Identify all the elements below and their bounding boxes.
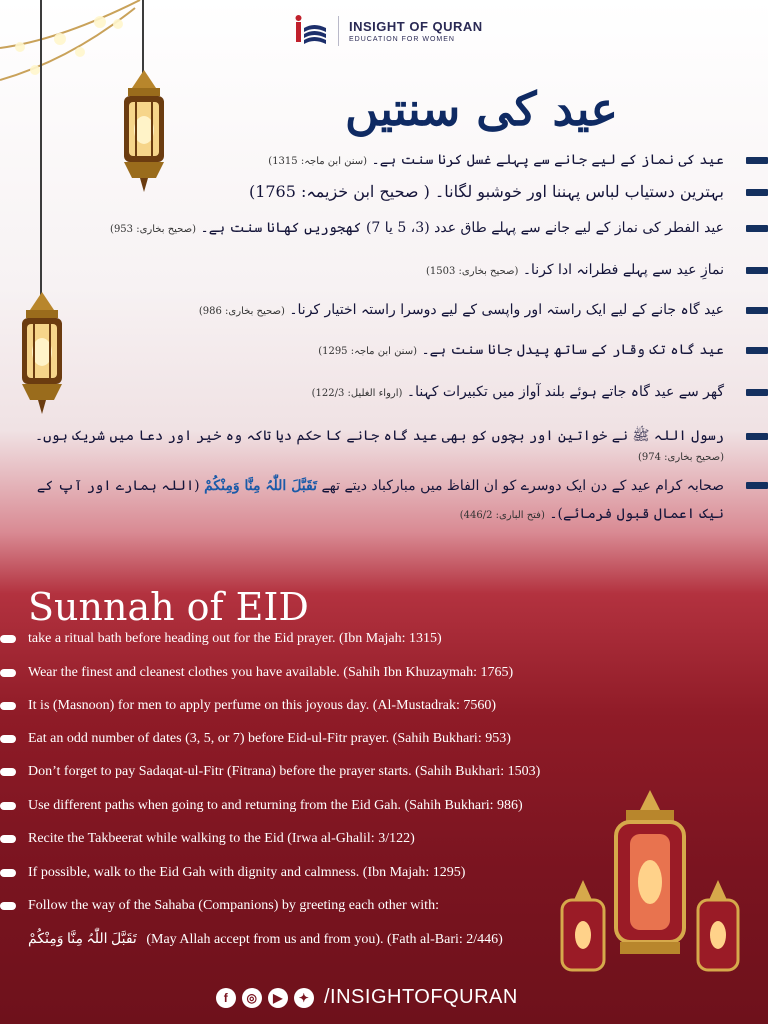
bullet-pill (0, 768, 16, 776)
english-list-item (0, 697, 760, 730)
urdu-item-ref: (صحیح بخاری: 986) (198, 306, 285, 317)
urdu-item-ref: (صحیح بخاری: 1503) (426, 266, 519, 277)
english-list-item (0, 664, 760, 697)
bullet-bar (746, 347, 768, 354)
urdu-item-text: صحابہ کرام عید کے دن ایک دوسرے کو ان الفاظ میں مبارکباد دیتے تھے (321, 478, 724, 494)
lantern-chain (142, 0, 144, 78)
urdu-list-item (28, 260, 768, 300)
bullet-pill (0, 869, 16, 877)
urdu-title: عید کی سنتیں (345, 82, 618, 136)
english-list-item-continuation (0, 931, 760, 961)
logo-subtitle: EDUCATION FOR WOMEN (349, 36, 455, 43)
urdu-list-item (28, 382, 768, 426)
urdu-item-ref: (ارواء الغلیل: 122/3) (311, 388, 403, 399)
english-list-item (0, 830, 760, 864)
arabic-greeting: تَقَبَّلَ اللّٰہُ مِنَّا وَمِنْکُمْ (28, 932, 137, 947)
urdu-item-text: گھر سے عید گاہ جاتے ہوئے بلند آواز میں تکبیرات کہنا۔ (406, 384, 724, 400)
bullet-pill (0, 735, 16, 743)
bullet-pill (0, 835, 16, 843)
twitter-icon[interactable]: ✦ (294, 988, 314, 1008)
urdu-item-ref: (فتح الباری: 446/2) (459, 510, 545, 521)
english-list-item (0, 797, 760, 830)
english-item-text: Follow the way of the Sahaba (Companions) by greeting each other with: (28, 898, 439, 913)
english-list-item (0, 864, 760, 897)
urdu-item-text: نمازِ عید سے پہلے فطرانہ ادا کرنا۔ (522, 262, 724, 278)
english-item-text: Don’t forget to pay Sadaqat-ul-Fitr (Fitrana) before the prayer starts. (Sahih Bukhari: 1503) (28, 764, 541, 779)
english-item-text: take a ritual bath before heading out for the Eid prayer. (Ibn Majah: 1315) (28, 631, 442, 646)
english-title: Sunnah of EID (28, 585, 309, 629)
english-list-item (0, 897, 760, 931)
english-item-text: Eat an odd number of dates (3, 5, or 7) before Eid-ul-Fitr prayer. (Sahih Bukhari: 953) (28, 731, 511, 746)
urdu-item-text: عید گاہ تک وقار کے ساتھ پیدل جانا سنت ہے۔ (421, 342, 724, 358)
urdu-list-item (28, 300, 768, 340)
bullet-bar (746, 389, 768, 396)
urdu-item-text: رسول اللہ ﷺ نے خواتین اور بچوں کو بھی عید گاہ جانے کا حکم دیا تاکہ وہ خیر اور دعا میں شریک ہوں۔ (34, 428, 724, 444)
youtube-icon[interactable]: ▶ (268, 988, 288, 1008)
urdu-item-text: عید الفطر کی نماز کے لیے جانے سے پہلے طاق عدد (3، 5 یا 7) کھجوریں کھانا سنت ہے۔ (200, 220, 724, 236)
english-list-item (0, 763, 760, 797)
instagram-icon[interactable]: ◎ (242, 988, 262, 1008)
bullet-pill (0, 635, 16, 643)
urdu-list-item (28, 218, 768, 260)
urdu-item-ref: (سنن ابن ماجہ: 1295) (318, 346, 417, 357)
urdu-list-item (28, 340, 768, 382)
english-item-text: Recite the Takbeerat while walking to the Eid (Irwa al-Ghalil: 3/122) (28, 831, 415, 846)
urdu-item-ref: (سنن ابن ماجہ: 1315) (268, 156, 368, 167)
english-item-text: Use different paths when going to and returning from the Eid Gah. (Sahih Bukhari: 986) (28, 798, 523, 813)
bullet-bar (746, 267, 768, 274)
urdu-sunnah-list (28, 150, 768, 530)
urdu-list-item (28, 472, 768, 530)
bullet-pill (0, 802, 16, 810)
brand-logo (294, 14, 483, 48)
bullet-pill (0, 902, 16, 910)
urdu-item-ref: (صحیح بخاری: 974) (638, 452, 724, 463)
bullet-bar (746, 307, 768, 314)
urdu-list-item (28, 182, 768, 218)
book-logo-icon (294, 14, 328, 48)
english-item-text: Wear the finest and cleanest clothes you have available. (Sahih Ibn Khuzaymah: 1765) (28, 665, 514, 680)
logo-divider (338, 16, 339, 46)
bullet-bar (746, 189, 768, 196)
bullet-bar (746, 157, 768, 164)
urdu-item-text: عید کی نماز کے لیے جانے سے پہلے غسل کرنا سنت ہے۔ (371, 152, 724, 168)
urdu-item-ref: (صحیح بخاری: 953) (110, 224, 197, 235)
social-handle[interactable]: /INSIGHTOFQURAN (324, 986, 518, 1008)
english-sunnah-list (0, 630, 760, 961)
urdu-list-item (28, 150, 768, 182)
english-item-text: It is (Masnoon) for men to apply perfume on this joyous day. (Al-Mustadrak: 7560) (28, 698, 497, 713)
logo-title: INSIGHT OF QURAN (349, 19, 483, 34)
social-footer (216, 986, 518, 1009)
bullet-bar (746, 225, 768, 232)
urdu-list-item (28, 426, 768, 472)
english-list-item (0, 730, 760, 763)
urdu-item-ref: ( صحیح ابن خزیمہ: 1765) (248, 182, 430, 201)
bullet-bar (746, 433, 768, 440)
bullet-pill (0, 702, 16, 710)
urdu-item-text-after: (اللہ ہمارے اور آپ کے نیک اعمال قبول فرمائے)۔ (36, 478, 724, 522)
urdu-item-text: عید گاہ جانے کے لیے ایک راستہ اور واپسی کے لیے دوسرا راستہ اختیار کرنا۔ (289, 302, 724, 318)
english-item-text: (May Allah accept from us and from you). (Fath al-Bari: 2/446) (146, 932, 503, 947)
bullet-bar (746, 482, 768, 489)
facebook-icon[interactable]: f (216, 988, 236, 1008)
english-list-item (0, 630, 760, 664)
english-item-text: If possible, walk to the Eid Gah with dignity and calmness. (Ibn Majah: 1295) (28, 865, 466, 880)
urdu-item-text: بہترین دستیاب لباس پہننا اور خوشبو لگانا۔ (434, 182, 724, 201)
bullet-pill (0, 669, 16, 677)
arabic-greeting: تَقَبَّلَ اللّٰہُ مِنَّا وَمِنْکُمْ (204, 478, 318, 494)
